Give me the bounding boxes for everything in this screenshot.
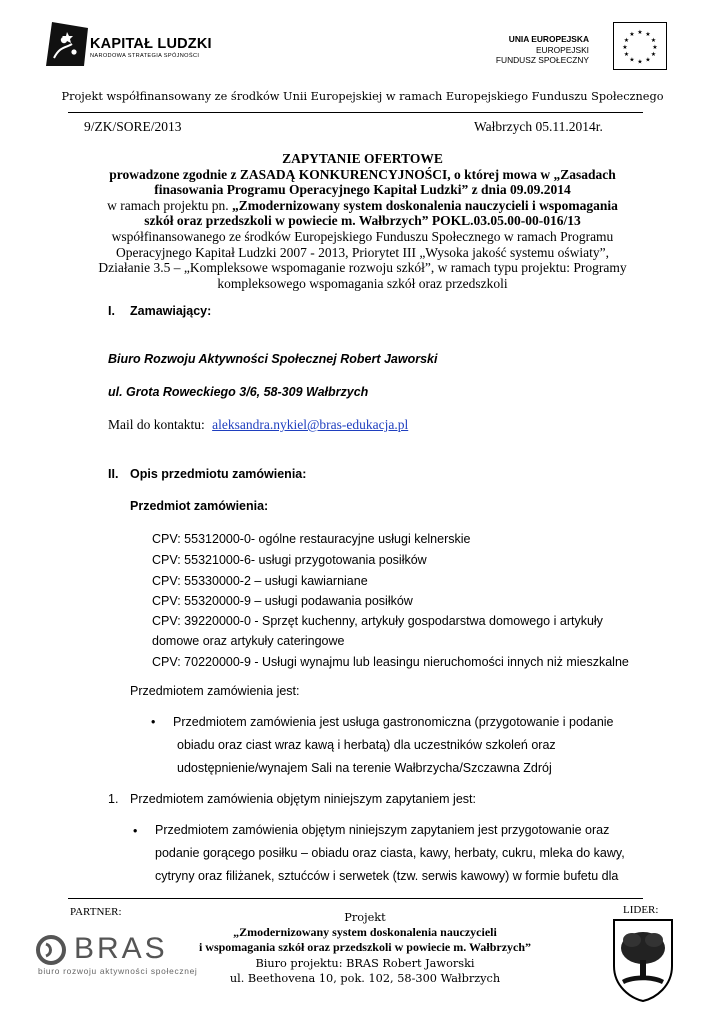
cpv-item: CPV: 55321000-6- usługi przygotowania posiłków xyxy=(152,553,427,567)
cpv-item-continuation: domowe oraz artykuły cateringowe xyxy=(152,634,345,648)
bullet-1 xyxy=(173,711,614,780)
subject-label: Przedmiotem zamówienia jest: xyxy=(130,684,300,698)
title-line-4: szkół oraz przedszkoli w powiecie m. Wałbrzych” POKL.03.05.00-00-016/13 xyxy=(144,213,581,229)
bullet-1-line: Przedmiotem zamówienia jest usługa gastronomiczna (przygotowanie i podanie xyxy=(173,715,614,729)
numbered-item-1: Przedmiotem zamówienia objętym niniejszym zapytaniem jest: xyxy=(130,792,476,806)
bullet-icon: • xyxy=(151,715,156,729)
svg-text:★: ★ xyxy=(645,56,651,64)
bras-logo-text: BRAS xyxy=(74,932,168,965)
eu-label-3: FUNDUSZ SPOŁECZNY xyxy=(495,55,589,65)
svg-text:★: ★ xyxy=(650,51,657,58)
cpv-item: CPV: 55312000-0- ogólne restauracyjne usługi kelnerskie xyxy=(152,532,471,546)
footer-project-label: Projekt xyxy=(344,911,386,924)
svg-text:★: ★ xyxy=(629,31,635,38)
bullet-2-line: Przedmiotem zamówienia objętym niniejszym zapytaniem jest przygotowanie oraz xyxy=(155,823,610,837)
eu-label-2: EUROPEJSKI xyxy=(535,45,589,55)
footer-project-info xyxy=(150,910,580,986)
svg-text:★: ★ xyxy=(650,37,657,44)
svg-text:★: ★ xyxy=(637,58,643,66)
title-line-2: finasowania Programu Operacyjnego Kapitał Ludzki” z dnia 09.09.2014 xyxy=(154,182,571,198)
section-2-number: II. xyxy=(108,467,119,481)
buyer-name: Biuro Rozwoju Aktywności Społecznej Robert Jaworski xyxy=(108,352,438,366)
cpv-item: CPV: 55320000-9 – usługi podawania posiłków xyxy=(152,594,413,608)
cpv-item: CPV: 55330000-2 – usługi kawiarniane xyxy=(152,574,368,588)
kapital-ludzki-title: KAPITAŁ LUDZKI xyxy=(90,36,212,52)
buyer-address: ul. Grota Roweckiego 3/6, 58-309 Wałbrzych xyxy=(108,385,369,399)
footer-office: Biuro projektu: BRAS Robert Jaworski xyxy=(255,956,475,970)
contact-mail-label: Mail do kontaktu: xyxy=(108,417,205,432)
footer-divider xyxy=(68,898,643,899)
title-line-5: współfinansowanego ze środków Europejskiego Funduszu Społecznego w ramach Programu xyxy=(111,228,614,244)
bras-logo-icon xyxy=(34,934,74,966)
section-2-heading: Opis przedmiotu zamówienia: xyxy=(130,467,307,481)
svg-text:★: ★ xyxy=(629,56,635,64)
svg-text:★: ★ xyxy=(637,29,643,36)
title-line-1: prowadzone zgodnie z ZASADĄ KONKURENCYJNOŚCI, o której mowa w „Zasadach xyxy=(109,166,616,182)
svg-text:★: ★ xyxy=(623,51,630,58)
title-line-3 xyxy=(60,198,665,214)
partner-label: PARTNER: xyxy=(70,906,122,918)
cofinancing-note: Projekt współfinansowany ze środków Unii Europejskiej w ramach Europejskiego Funduszu Społecznego xyxy=(61,90,664,103)
footer-address: ul. Beethovena 10, pok. 102, 58-300 Wałbrzych xyxy=(229,971,501,985)
subject-subheading: Przedmiot zamówienia: xyxy=(130,499,269,513)
document-title: ZAPYTANIE OFERTOWE xyxy=(282,151,443,166)
bullet-1-line: udostępnienie/wynajem Sali na terenie Wałbrzycha/Szczawna Zdrój xyxy=(177,761,552,775)
leader-label: LIDER: xyxy=(623,904,659,916)
numbered-item-number: 1. xyxy=(108,792,119,806)
bullet-icon: • xyxy=(133,824,138,838)
title-line-3-prefix: w ramach projektu pn. xyxy=(107,197,229,213)
title-line-6: Operacyjnego Kapitał Ludzki 2007 - 2013, Priorytet III „Wysoka jakość systemu oświaty”, xyxy=(116,244,609,260)
cpv-item: CPV: 70220000-9 - Usługi wynajmu lub leasingu nieruchomości innych niż mieszkalne xyxy=(152,655,629,669)
svg-text:★: ★ xyxy=(652,44,658,51)
svg-text:★: ★ xyxy=(645,31,651,38)
section-1-heading: Zamawiający: xyxy=(130,304,212,318)
eu-label-1: UNIA EUROPEJSKA xyxy=(508,34,589,44)
place-date: Wałbrzych 05.11.2014r. xyxy=(474,119,603,134)
walbrzych-coat-of-arms-icon xyxy=(612,918,674,1002)
bullet-2 xyxy=(155,819,625,888)
header-divider xyxy=(68,112,643,113)
svg-text:★: ★ xyxy=(622,44,628,51)
bullet-1-line: obiadu oraz ciast wraz kawą i herbatą) dla uczestników szkoleń oraz xyxy=(177,738,556,752)
title-line-8: kompleksowego wspomagania szkół oraz przedszkoli xyxy=(217,275,508,291)
cpv-item: CPV: 39220000-0 - Sprzęt kuchenny, artykuły gospodarstwa domowego i artykuły xyxy=(152,614,603,628)
bras-tagline: biuro rozwoju aktywności społecznej xyxy=(38,966,198,976)
reference-number: 9/ZK/SORE/2013 xyxy=(84,119,182,134)
contact-mail-row xyxy=(108,417,408,433)
eu-flag-icon xyxy=(613,22,667,70)
footer-project-title-2: i wspomagania szkół oraz przedszkoli w powiecie m. Wałbrzych” xyxy=(198,940,532,955)
contact-mail-link[interactable]: aleksandra.nykiel@bras-edukacja.pl xyxy=(212,417,409,432)
footer-project-title-1: „Zmodernizowany system doskonalenia nauczycieli xyxy=(233,925,497,940)
section-1-number: I. xyxy=(108,304,115,318)
svg-text:★: ★ xyxy=(623,37,630,44)
kapital-ludzki-subtitle: NARODOWA STRATEGIA SPÓJNOŚCI xyxy=(90,53,200,59)
title-block xyxy=(60,151,665,291)
title-line-3-project: „Zmodernizowany system doskonalenia nauczycieli i wspomagania xyxy=(231,197,618,213)
bullet-2-line: cytryny oraz filiżanek, sztućców i serwetek (tzw. serwis kawowy) w formie bufetu dla xyxy=(155,869,619,883)
title-line-7: Działanie 3.5 – „Kompleksowe wspomaganie rozwoju szkół”, w ramach typu projektu: Programy xyxy=(98,260,627,276)
bullet-2-line: podanie gorącego posiłku – obiadu oraz ciasta, kawy, herbaty, cukru, mleka do kawy, xyxy=(155,846,625,860)
